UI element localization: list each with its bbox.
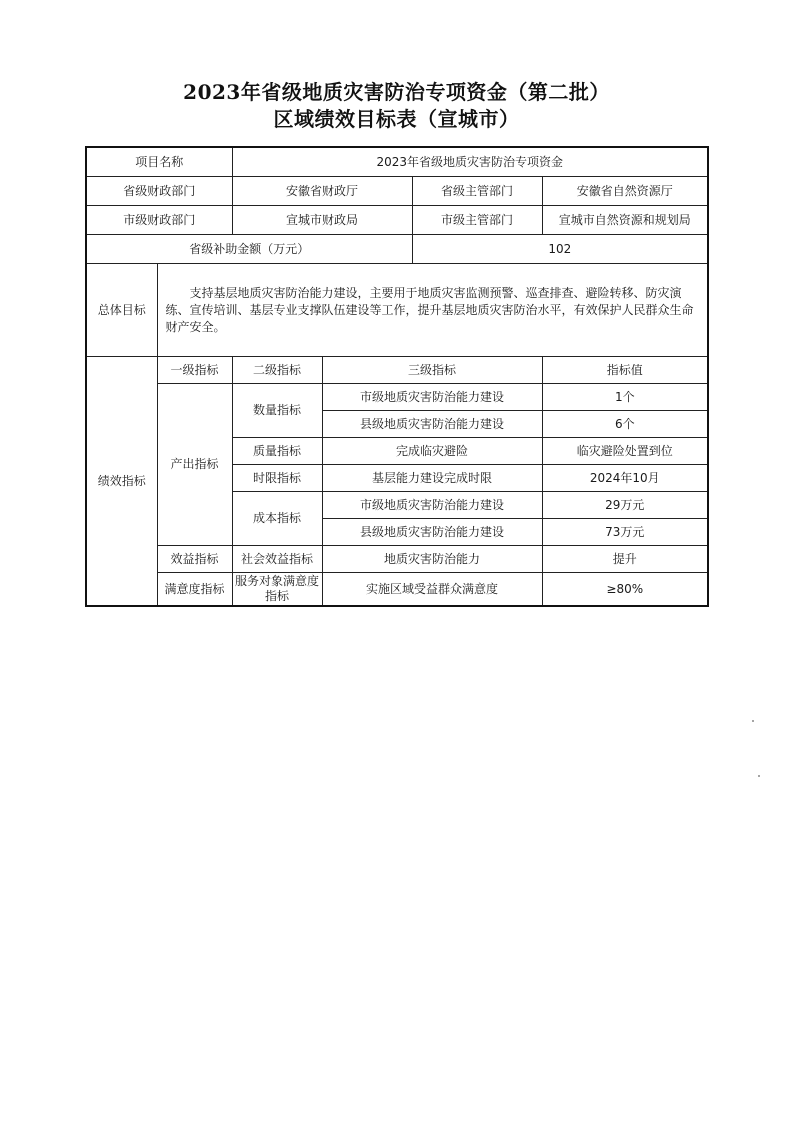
project-name-label: 项目名称 xyxy=(86,147,232,177)
table-row-subsidy xyxy=(86,235,708,264)
provincial-finance-label: 省级财政部门 xyxy=(86,177,232,206)
indicator-name: 基层能力建设完成时限 xyxy=(322,465,542,492)
project-name-value: 2023年省级地质灾害防治专项资金 xyxy=(232,147,708,177)
indicator-value: 1个 xyxy=(542,384,708,411)
provincial-authority-value: 安徽省自然资源厅 xyxy=(542,177,708,206)
table-row xyxy=(86,384,708,411)
quality-indicator-label: 质量指标 xyxy=(232,438,322,465)
indicator-value: 73万元 xyxy=(542,519,708,546)
indicator-name: 完成临灾避险 xyxy=(322,438,542,465)
table-row-overall-goal xyxy=(86,264,708,357)
indicator-name: 地质灾害防治能力 xyxy=(322,546,542,573)
indicator-value: ≥80% xyxy=(542,573,708,607)
header-level2: 二级指标 xyxy=(232,357,322,384)
provincial-authority-label: 省级主管部门 xyxy=(412,177,542,206)
cost-indicator-label: 成本指标 xyxy=(232,492,322,546)
header-level1: 一级指标 xyxy=(157,357,232,384)
satisfaction-indicator-label: 满意度指标 xyxy=(157,573,232,607)
indicator-name: 市级地质灾害防治能力建设 xyxy=(322,492,542,519)
time-indicator-label: 时限指标 xyxy=(232,465,322,492)
city-finance-value: 宣城市财政局 xyxy=(232,206,412,235)
indicator-value: 2024年10月 xyxy=(542,465,708,492)
social-benefit-indicator-label: 社会效益指标 xyxy=(232,546,322,573)
indicator-name: 县级地质灾害防治能力建设 xyxy=(322,411,542,438)
table-row-city-departments xyxy=(86,206,708,235)
subsidy-label: 省级补助金额（万元） xyxy=(86,235,412,264)
table-row xyxy=(86,546,708,573)
subsidy-value: 102 xyxy=(412,235,708,264)
indicator-value: 临灾避险处置到位 xyxy=(542,438,708,465)
indicator-value: 29万元 xyxy=(542,492,708,519)
table-row-project-name xyxy=(86,147,708,177)
city-finance-label: 市级财政部门 xyxy=(86,206,232,235)
indicator-name: 实施区域受益群众满意度 xyxy=(322,573,542,607)
overall-goal-label: 总体目标 xyxy=(86,264,157,357)
indicator-name: 市级地质灾害防治能力建设 xyxy=(322,384,542,411)
performance-indicators-label: 绩效指标 xyxy=(86,357,157,607)
header-level3: 三级指标 xyxy=(322,357,542,384)
indicator-name: 县级地质灾害防治能力建设 xyxy=(322,519,542,546)
table-row-provincial-departments xyxy=(86,177,708,206)
table-row xyxy=(86,573,708,607)
scan-speck xyxy=(752,720,754,722)
document-title-line1: 2023年省级地质灾害防治专项资金（第二批） xyxy=(183,80,610,104)
city-authority-label: 市级主管部门 xyxy=(412,206,542,235)
city-authority-value: 宣城市自然资源和规划局 xyxy=(542,206,708,235)
header-value: 指标值 xyxy=(542,357,708,384)
output-indicator-label: 产出指标 xyxy=(157,384,232,546)
provincial-finance-value: 安徽省财政厅 xyxy=(232,177,412,206)
quantity-indicator-label: 数量指标 xyxy=(232,384,322,438)
performance-target-table xyxy=(85,146,709,607)
indicator-value: 提升 xyxy=(542,546,708,573)
table-row-indicator-header xyxy=(86,357,708,384)
indicator-value: 6个 xyxy=(542,411,708,438)
overall-goal-text: 支持基层地质灾害防治能力建设，主要用于地质灾害监测预警、巡查排查、避险转移、防灾演练、宣传培训、基层专业支撑队伍建设等工作，提升基层地质灾害防治水平，有效保护人民群众生命财产安全。 xyxy=(157,264,708,357)
document-title-line2: 区域绩效目标表（宣城市） xyxy=(273,107,520,131)
service-satisfaction-indicator-label: 服务对象满意度指标 xyxy=(232,573,322,607)
scan-speck xyxy=(758,775,760,777)
benefit-indicator-label: 效益指标 xyxy=(157,546,232,573)
